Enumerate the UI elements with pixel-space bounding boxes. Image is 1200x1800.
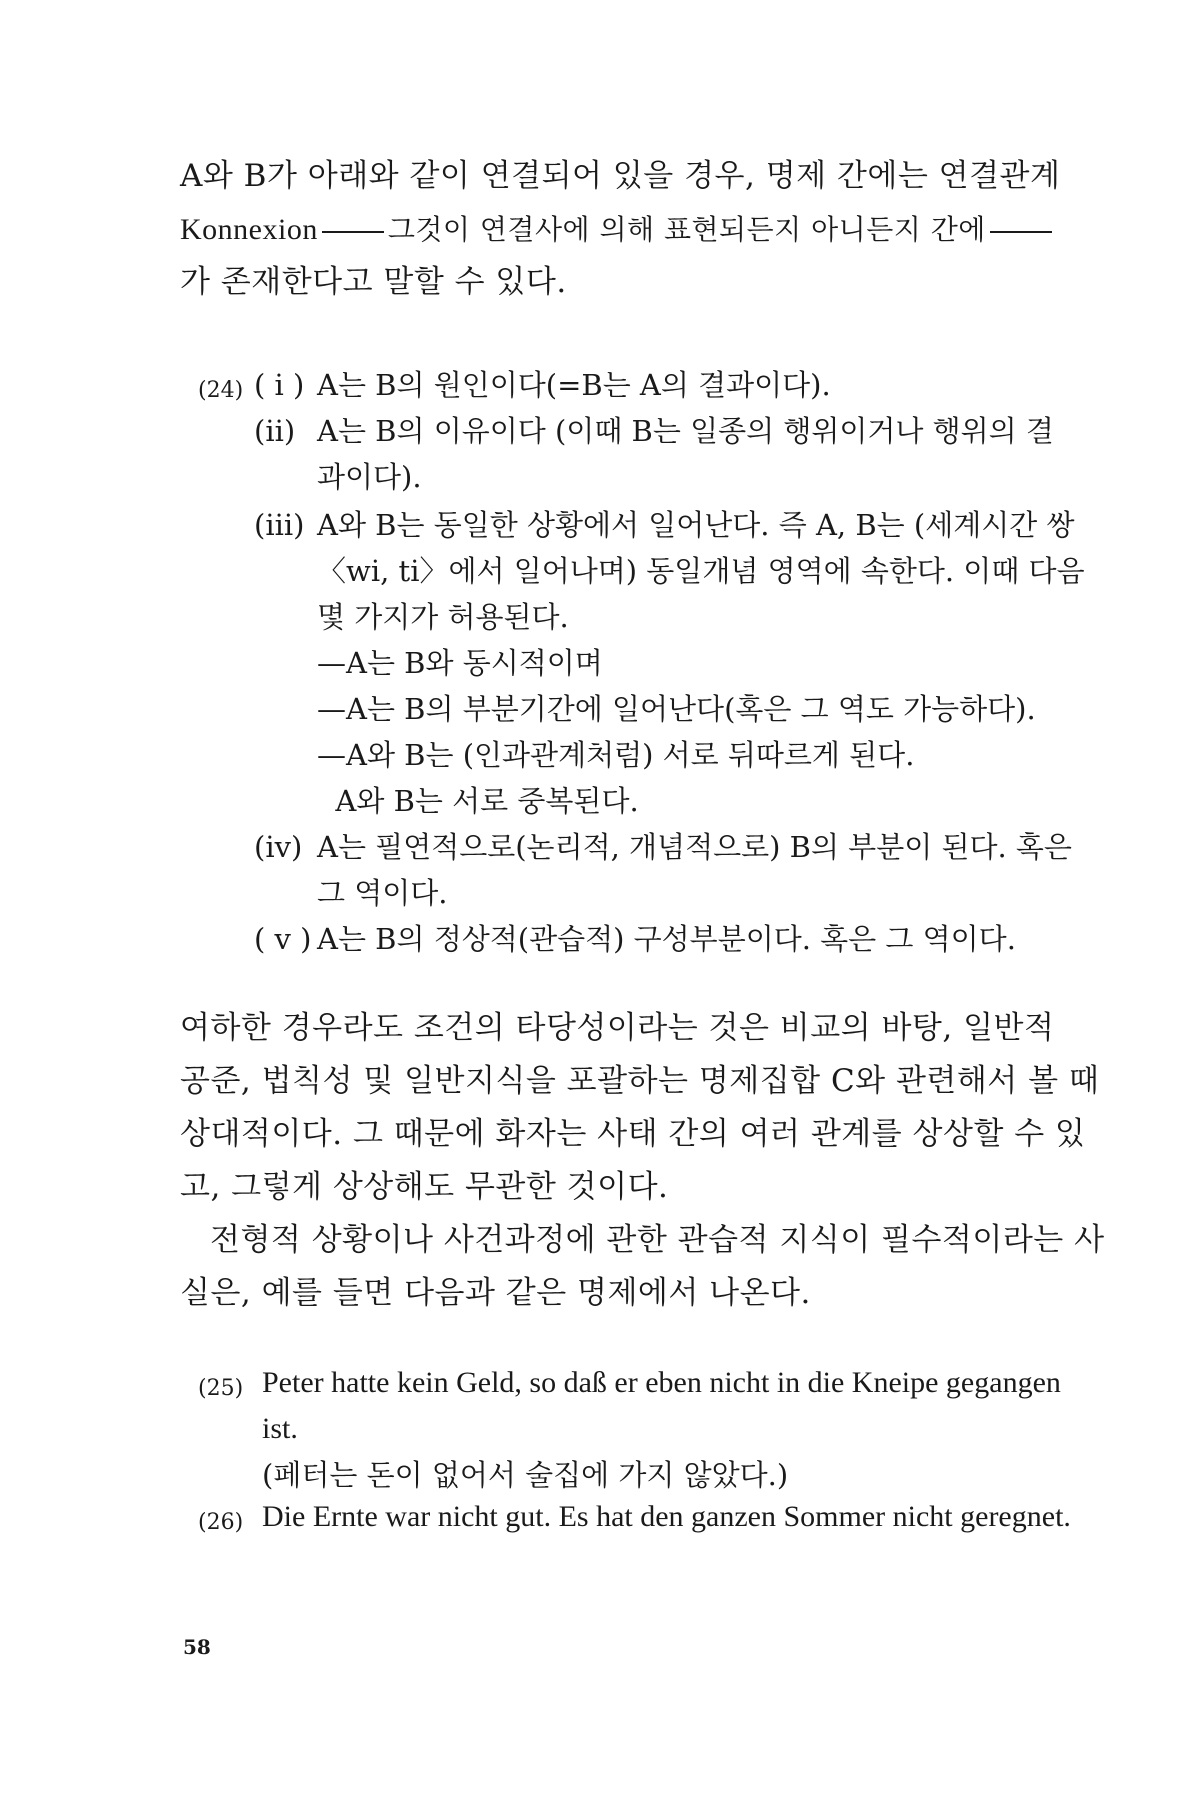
body-para-1-line-1: 여하한 경우라도 조건의 타당성이라는 것은 비교의 바탕, 일반적 bbox=[180, 1010, 1055, 1046]
example-26-number: (26) bbox=[198, 1510, 244, 1535]
intro-paragraph bbox=[180, 150, 1061, 309]
example-24-item-v-line-1: A는 B의 정상적(관습적) 구성부분이다. 혹은 그 역이다. bbox=[317, 922, 1016, 956]
em-dash-1 bbox=[322, 231, 384, 233]
example-24-item-iii-line-6: —A와 B는 (인과관계처럼) 서로 뒤따르게 된다. bbox=[317, 738, 915, 772]
body-paragraph-1 bbox=[180, 1002, 1100, 1214]
intro-line-2-text: 그것이 연결사에 의해 표현되든지 아니든지 간에 bbox=[387, 213, 986, 246]
body-para-2-line-2: 실은, 예를 들면 다음과 같은 명제에서 나온다. bbox=[180, 1275, 811, 1311]
example-25-line-2: ist. bbox=[262, 1412, 298, 1445]
page-number: 58 bbox=[183, 1635, 211, 1659]
example-24-item-ii-line-2: 과이다). bbox=[317, 460, 422, 494]
example-24-item-iii-line-4: —A는 B와 동시적이며 bbox=[317, 646, 603, 680]
intro-line-2 bbox=[180, 203, 1028, 256]
example-24-item-i-marker: ( i ) bbox=[254, 368, 305, 402]
example-25-translation: (페터는 돈이 없어서 술집에 가지 않았다.) bbox=[262, 1458, 789, 1492]
example-24-item-iv-line-2: 그 역이다. bbox=[317, 876, 448, 910]
example-24-item-iii-line-3: 몇 가지가 허용된다. bbox=[317, 600, 569, 634]
example-24-item-ii-marker: (ii) bbox=[254, 414, 296, 448]
body-para-1-line-4: 고, 그렇게 상상해도 무관한 것이다. bbox=[180, 1169, 669, 1205]
example-24-item-iii-marker: (iii) bbox=[254, 508, 305, 542]
example-25-number: (25) bbox=[198, 1376, 244, 1401]
example-26-line-1: Die Ernte war nicht gut. Es hat den ganzen Sommer nicht geregnet. bbox=[262, 1500, 1071, 1533]
body-para-1-line-2: 공준, 법칙성 및 일반지식을 포괄하는 명제집합 C와 관련해서 볼 때 bbox=[180, 1063, 1100, 1099]
example-24-item-iii-line-7: A와 B는 서로 중복된다. bbox=[317, 784, 639, 818]
example-24-item-ii-line-1: A는 B의 이유이다 (이때 B는 일종의 행위이거나 행위의 결 bbox=[317, 414, 1054, 448]
example-24-item-v-marker: ( v ) bbox=[254, 922, 312, 956]
example-24-number: (24) bbox=[198, 378, 244, 403]
intro-line-1: A와 B가 아래와 같이 연결되어 있을 경우, 명제 간에는 연결관계 bbox=[180, 158, 1061, 194]
body-para-1-line-3: 상대적이다. 그 때문에 화자는 사태 간의 여러 관계를 상상할 수 있 bbox=[180, 1116, 1086, 1152]
intro-line-3: 가 존재한다고 말할 수 있다. bbox=[180, 264, 567, 300]
body-para-2-line-1: 전형적 상황이나 사건과정에 관한 관습적 지식이 필수적이라는 사 bbox=[210, 1222, 1105, 1258]
example-24-item-iii-line-1: A와 B는 동일한 상황에서 일어난다. 즉 A, B는 (세계시간 쌍 bbox=[317, 508, 1075, 542]
example-24-item-iv-marker: (iv) bbox=[254, 830, 303, 864]
body-paragraph-2 bbox=[180, 1214, 1105, 1320]
example-24-item-iv-line-1: A는 필연적으로(논리적, 개념적으로) B의 부분이 된다. 혹은 bbox=[317, 830, 1072, 864]
em-dash-2 bbox=[990, 231, 1052, 233]
example-24-item-iii-line-2: 〈wi, ti〉에서 일어나며) 동일개념 영역에 속한다. 이때 다음 bbox=[317, 554, 1085, 588]
example-25-line-1: Peter hatte kein Geld, so daß er eben nicht in die Kneipe gegangen bbox=[262, 1366, 1061, 1399]
example-24-item-iii-line-5: —A는 B의 부분기간에 일어난다(혹은 그 역도 가능하다). bbox=[317, 692, 1036, 726]
example-24-item-i-line-1: A는 B의 원인이다(=B는 A의 결과이다). bbox=[317, 368, 831, 402]
konnexion-term: Konnexion bbox=[180, 213, 318, 246]
